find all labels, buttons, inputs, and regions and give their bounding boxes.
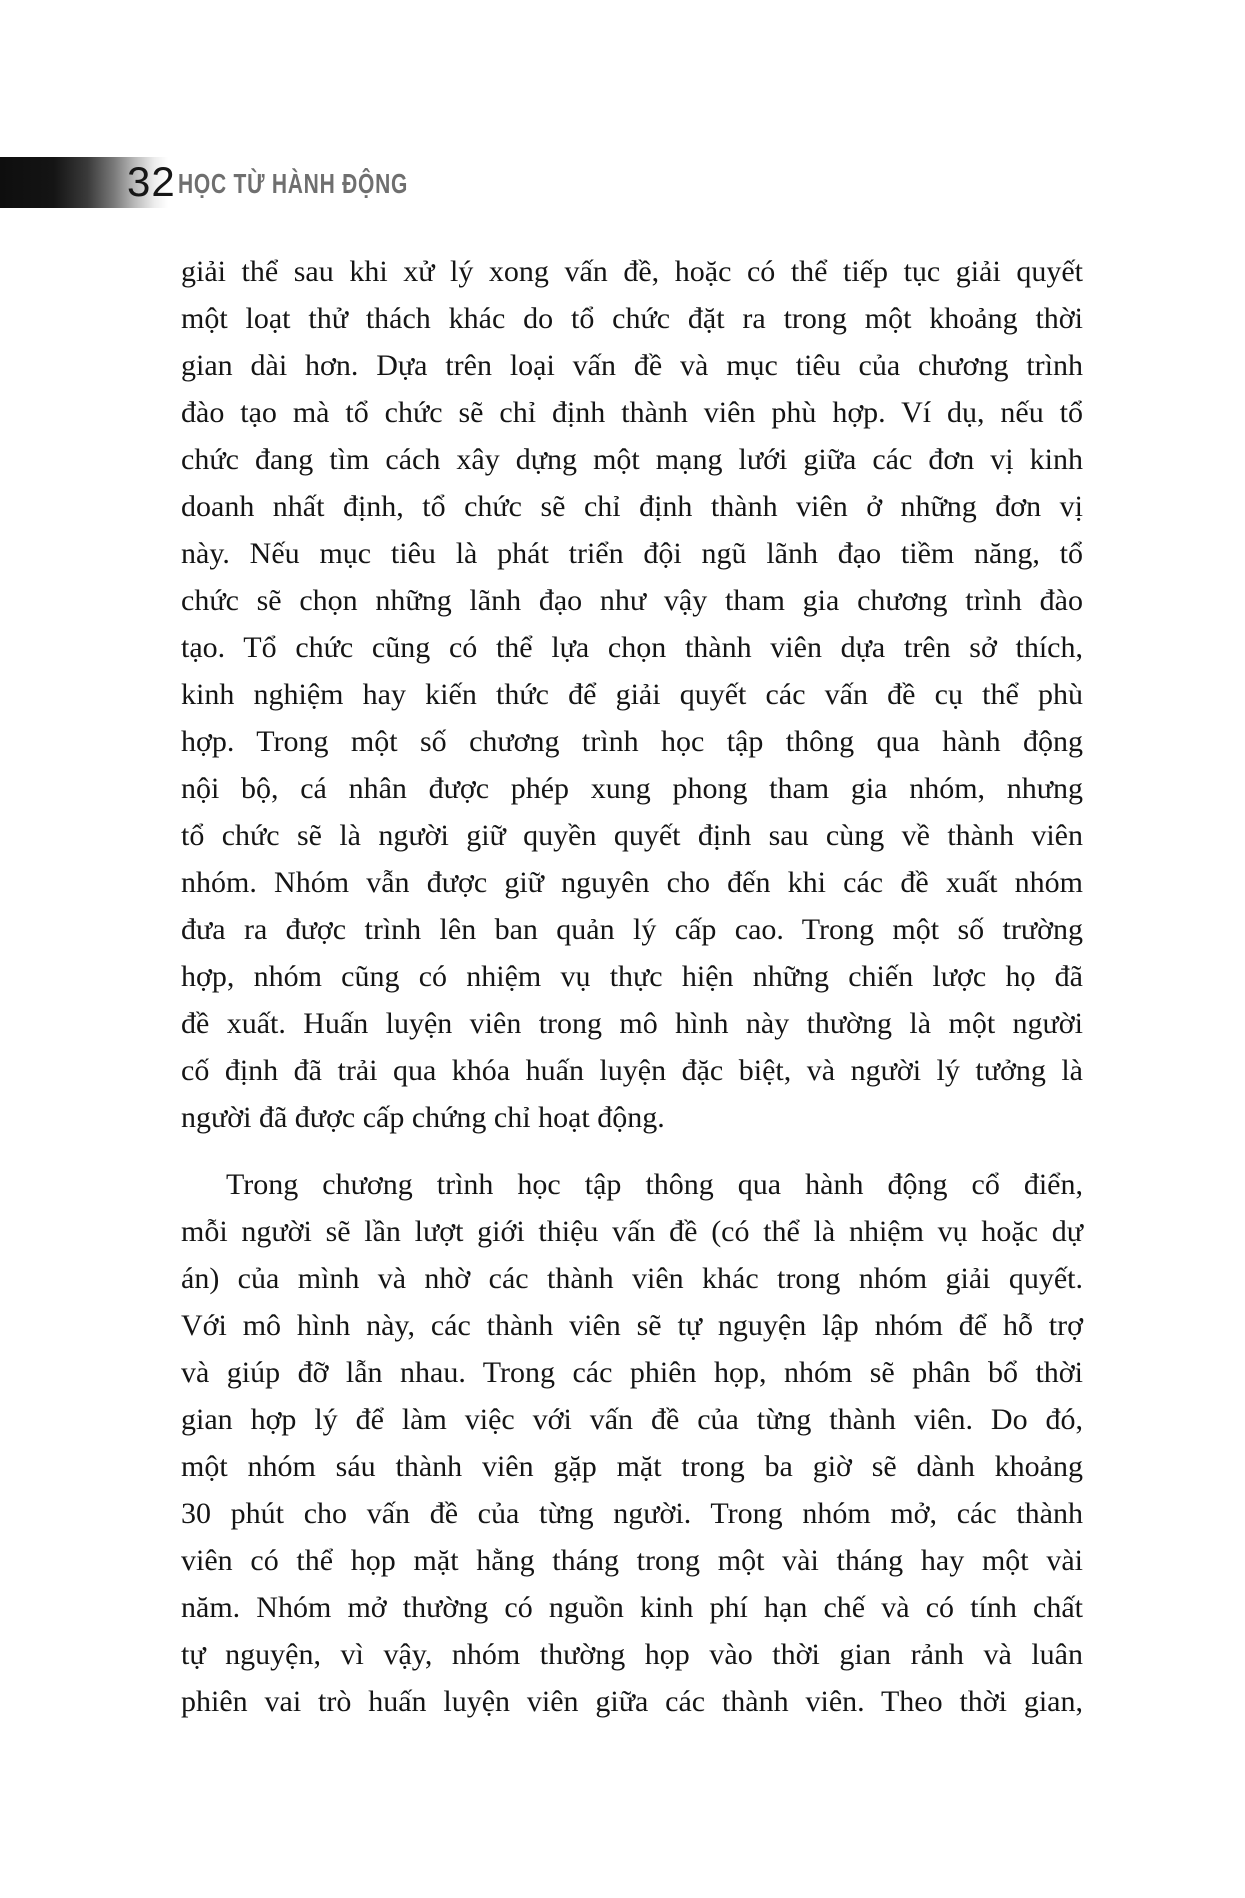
text-line: cố định đã trải qua khóa huấn luyện đặc biệt, và người lý tưởng là xyxy=(181,1054,1083,1087)
running-title: HỌC TỪ HÀNH ĐỘNG xyxy=(178,168,409,199)
text-line: đề xuất. Huấn luyện viên trong mô hình này thường là một người xyxy=(181,1007,1083,1040)
text-line: mỗi người sẽ lần lượt giới thiệu vấn đề (có thể là nhiệm vụ hoặc dự xyxy=(181,1215,1083,1248)
text-line: tổ chức sẽ là người giữ quyền quyết định sau cùng về thành viên xyxy=(181,819,1083,852)
text-line: chức sẽ chọn những lãnh đạo như vậy tham gia chương trình đào xyxy=(181,584,1083,617)
text-line: và giúp đỡ lẫn nhau. Trong các phiên họp, nhóm sẽ phân bổ thời xyxy=(181,1356,1083,1389)
text-line: tự nguyện, vì vậy, nhóm thường họp vào thời gian rảnh và luân xyxy=(181,1638,1083,1671)
text-line: đào tạo mà tổ chức sẽ chỉ định thành viên phù hợp. Ví dụ, nếu tổ xyxy=(181,396,1083,429)
text-line: viên có thể họp mặt hằng tháng trong một vài tháng hay một vài xyxy=(181,1544,1083,1577)
page-number: 32 xyxy=(127,158,176,205)
text-line: doanh nhất định, tổ chức sẽ chỉ định thành viên ở những đơn vị xyxy=(181,490,1083,523)
text-line: 30 phút cho vấn đề của từng người. Trong nhóm mở, các thành xyxy=(181,1497,1083,1530)
text-line: đưa ra được trình lên ban quản lý cấp cao. Trong một số trường xyxy=(181,913,1083,946)
text-line: phiên vai trò huấn luyện viên giữa các thành viên. Theo thời gian, xyxy=(181,1685,1083,1718)
text-line: gian hợp lý để làm việc với vấn đề của từng thành viên. Do đó, xyxy=(181,1403,1083,1436)
text-line: tạo. Tổ chức cũng có thể lựa chọn thành viên dựa trên sở thích, xyxy=(181,631,1083,664)
paragraph xyxy=(181,248,1083,1141)
text-line: Trong chương trình học tập thông qua hành động cổ điển, xyxy=(226,1168,1083,1201)
text-line: kinh nghiệm hay kiến thức để giải quyết các vấn đề cụ thể phù xyxy=(181,678,1083,711)
text-line: án) của mình và nhờ các thành viên khác trong nhóm giải quyết. xyxy=(181,1262,1083,1295)
text-line: nhóm. Nhóm vẫn được giữ nguyên cho đến khi các đề xuất nhóm xyxy=(181,866,1083,899)
text-line: chức đang tìm cách xây dựng một mạng lưới giữa các đơn vị kinh xyxy=(181,443,1083,476)
text-line: một loạt thử thách khác do tổ chức đặt ra trong một khoảng thời xyxy=(181,302,1083,335)
text-line: một nhóm sáu thành viên gặp mặt trong ba giờ sẽ dành khoảng xyxy=(181,1450,1083,1483)
paragraph xyxy=(181,1161,1083,1725)
text-line: này. Nếu mục tiêu là phát triển đội ngũ lãnh đạo tiềm năng, tổ xyxy=(181,537,1083,570)
text-line: gian dài hơn. Dựa trên loại vấn đề và mục tiêu của chương trình xyxy=(181,349,1083,382)
text-line: hợp. Trong một số chương trình học tập thông qua hành động xyxy=(181,725,1083,758)
text-line: hợp, nhóm cũng có nhiệm vụ thực hiện những chiến lược họ đã xyxy=(181,960,1083,993)
body-text xyxy=(181,248,1083,1725)
text-line: người đã được cấp chứng chỉ hoạt động. xyxy=(181,1101,665,1134)
text-line: giải thể sau khi xử lý xong vấn đề, hoặc có thể tiếp tục giải quyết xyxy=(181,255,1083,288)
text-line: Với mô hình này, các thành viên sẽ tự nguyện lập nhóm để hỗ trợ xyxy=(181,1309,1083,1342)
text-line: năm. Nhóm mở thường có nguồn kinh phí hạn chế và có tính chất xyxy=(181,1591,1083,1624)
text-line: nội bộ, cá nhân được phép xung phong tham gia nhóm, nhưng xyxy=(181,772,1083,805)
